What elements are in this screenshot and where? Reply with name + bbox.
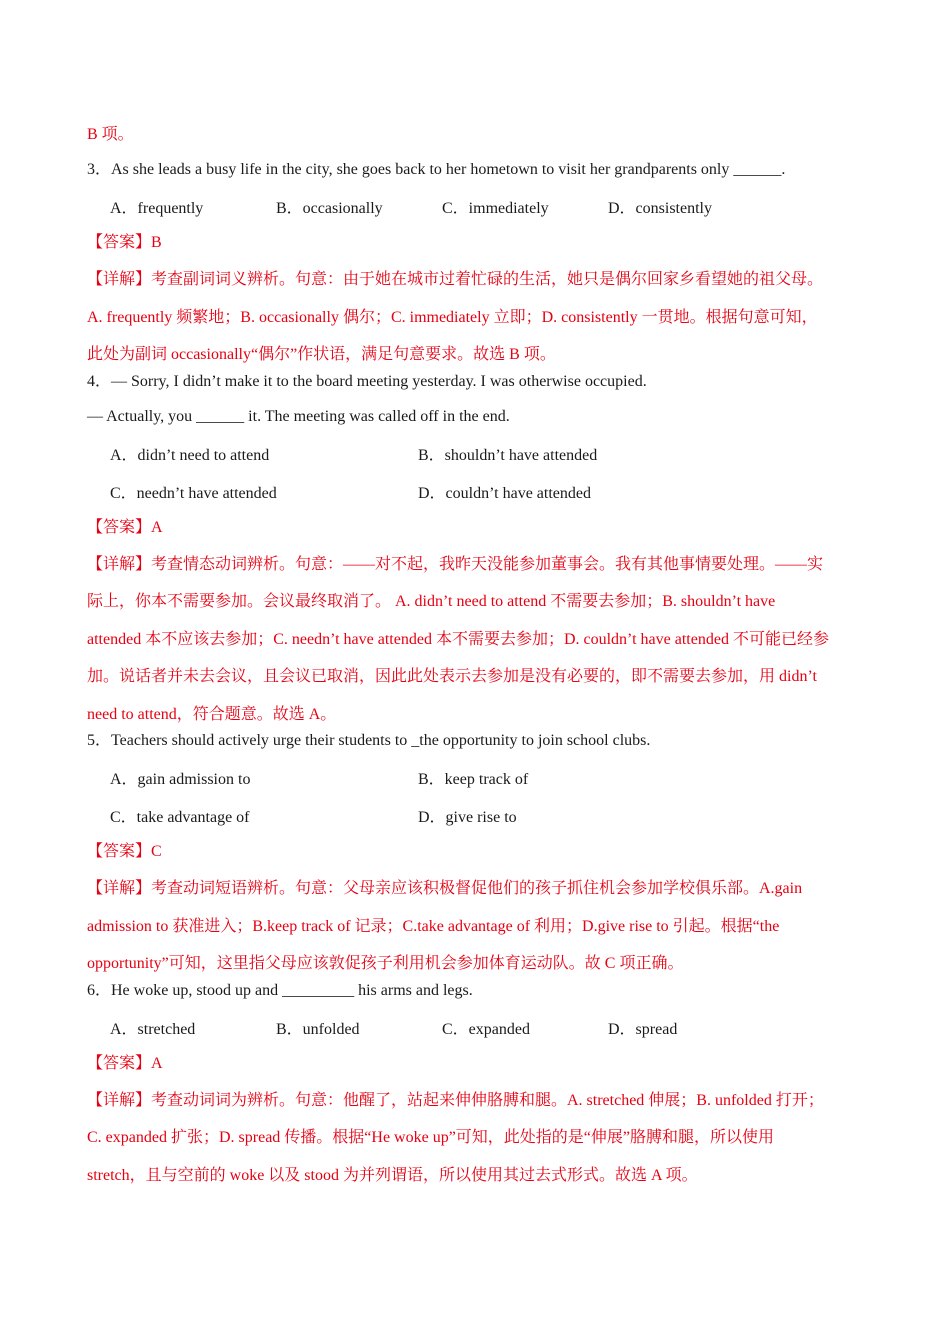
option-d: D．spread — [608, 1020, 678, 1038]
question-stem: 4．— Sorry, I didn’t make it to the board meeting yesterday. I was otherwise occupied. — [87, 372, 647, 390]
explanation-line: admission to 获准进入；B.keep track of 记录；C.take advantage of 利用；D.give rise to 引起。根据“the — [87, 917, 780, 935]
option-d: D．consistently — [608, 200, 712, 217]
explanation-line: 此处为副词 occasionally“偶尔”作状语，满足句意要求。故选 B 项。 — [87, 346, 556, 363]
question-stem: 5．Teachers should actively urge their students to _the opportunity to join school clubs. — [87, 732, 651, 749]
explanation-line: 【详解】考查副词词义辨析。句意：由于她在城市过着忙碌的生活，她只是偶尔回家乡看望她的祖父母。 — [87, 271, 824, 288]
explanation-line: opportunity”可知，这里指父母应该敦促孩子利用机会参加体育运动队。故 C 项正确。 — [87, 955, 684, 972]
answer-label: 【答案】A — [87, 518, 163, 536]
explanation-line: C. expanded 扩张；D. spread 传播。根据“He woke up”可知，此处指的是“伸展”胳膊和腿，所以使用 — [87, 1129, 775, 1146]
previous-explanation-tail: B 项。 — [87, 126, 134, 143]
document-body — [87, 125, 867, 1194]
option-c: C．needn’t have attended — [110, 484, 277, 502]
option-b: B．occasionally — [276, 200, 383, 217]
explanation — [87, 870, 867, 983]
explanation-line: 际上，你本不需要参加。会议最终取消了。 A. didn’t need to attend 不需要去参加；B. shouldn’t have — [87, 593, 776, 610]
option-b: B．shouldn’t have attended — [418, 446, 598, 464]
option-a: A．gain admission to — [110, 771, 251, 788]
question-stem-reply: — Actually, you ______ it. The meeting was called off in the end. — [87, 407, 510, 425]
option-a: A．didn’t need to attend — [110, 446, 270, 464]
options-row — [87, 442, 867, 465]
explanation-line: A. frequently 频繁地；B. occasionally 偶尔；C. immediately 立即；D. consistently 一贯地。根据句意可知， — [87, 308, 818, 326]
explanation-line: stretch，且与空前的 woke 以及 stood 为并列谓语，所以使用其过去式形式。故选 A 项。 — [87, 1166, 698, 1184]
option-d: D．give rise to — [418, 809, 517, 826]
options-row — [87, 480, 867, 503]
options-row — [87, 1016, 867, 1039]
answer-label: 【答案】A — [87, 1054, 163, 1072]
option-c: C．immediately — [442, 200, 549, 217]
option-a: A．frequently — [110, 200, 204, 217]
question-stem: 6．He woke up, stood up and _________ his arms and legs. — [87, 981, 473, 999]
options-row — [87, 195, 867, 218]
question-6 — [87, 981, 867, 1195]
options-row — [87, 804, 867, 827]
explanation — [87, 1082, 867, 1195]
option-d: D．couldn’t have attended — [418, 484, 591, 502]
answer-label: 【答案】B — [87, 234, 162, 251]
question-4 — [87, 372, 867, 734]
answer-label: 【答案】C — [87, 843, 162, 860]
option-a: A．stretched — [110, 1020, 196, 1038]
explanation-line: 【详解】考查动词词为辨析。句意：他醒了，站起来伸伸胳膊和腿。A. stretched 伸展；B. unfolded 打开； — [87, 1091, 824, 1109]
explanation — [87, 546, 867, 734]
option-c: C．take advantage of — [110, 809, 250, 826]
question-3 — [87, 160, 867, 374]
question-stem: 3．As she leads a busy life in the city, she goes back to her hometown to visit her grandparents only ______. — [87, 161, 786, 178]
explanation-line: 加。说话者并未去会议，且会议已取消，因此此处表示去参加是没有必要的，即不需要去参加，用 didn’t — [87, 668, 817, 685]
option-b: B．keep track of — [418, 771, 529, 788]
option-b: B．unfolded — [276, 1020, 360, 1038]
options-row — [87, 766, 867, 789]
explanation-line: 【详解】考查情态动词辨析。句意：——对不起，我昨天没能参加董事会。我有其他事情要处理。——实 — [87, 555, 824, 573]
option-c: C．expanded — [442, 1020, 530, 1038]
explanation-line: attended 本不应该去参加；C. needn’t have attended 本不需要去参加；D. couldn’t have attended 不可能已经参 — [87, 630, 829, 648]
explanation-line: 【详解】考查动词短语辨析。句意：父母亲应该积极督促他们的孩子抓住机会参加学校俱乐部。A.gain — [87, 880, 803, 897]
explanation — [87, 261, 867, 374]
explanation-line: need to attend，符合题意。故选 A。 — [87, 705, 337, 723]
question-5 — [87, 731, 867, 983]
